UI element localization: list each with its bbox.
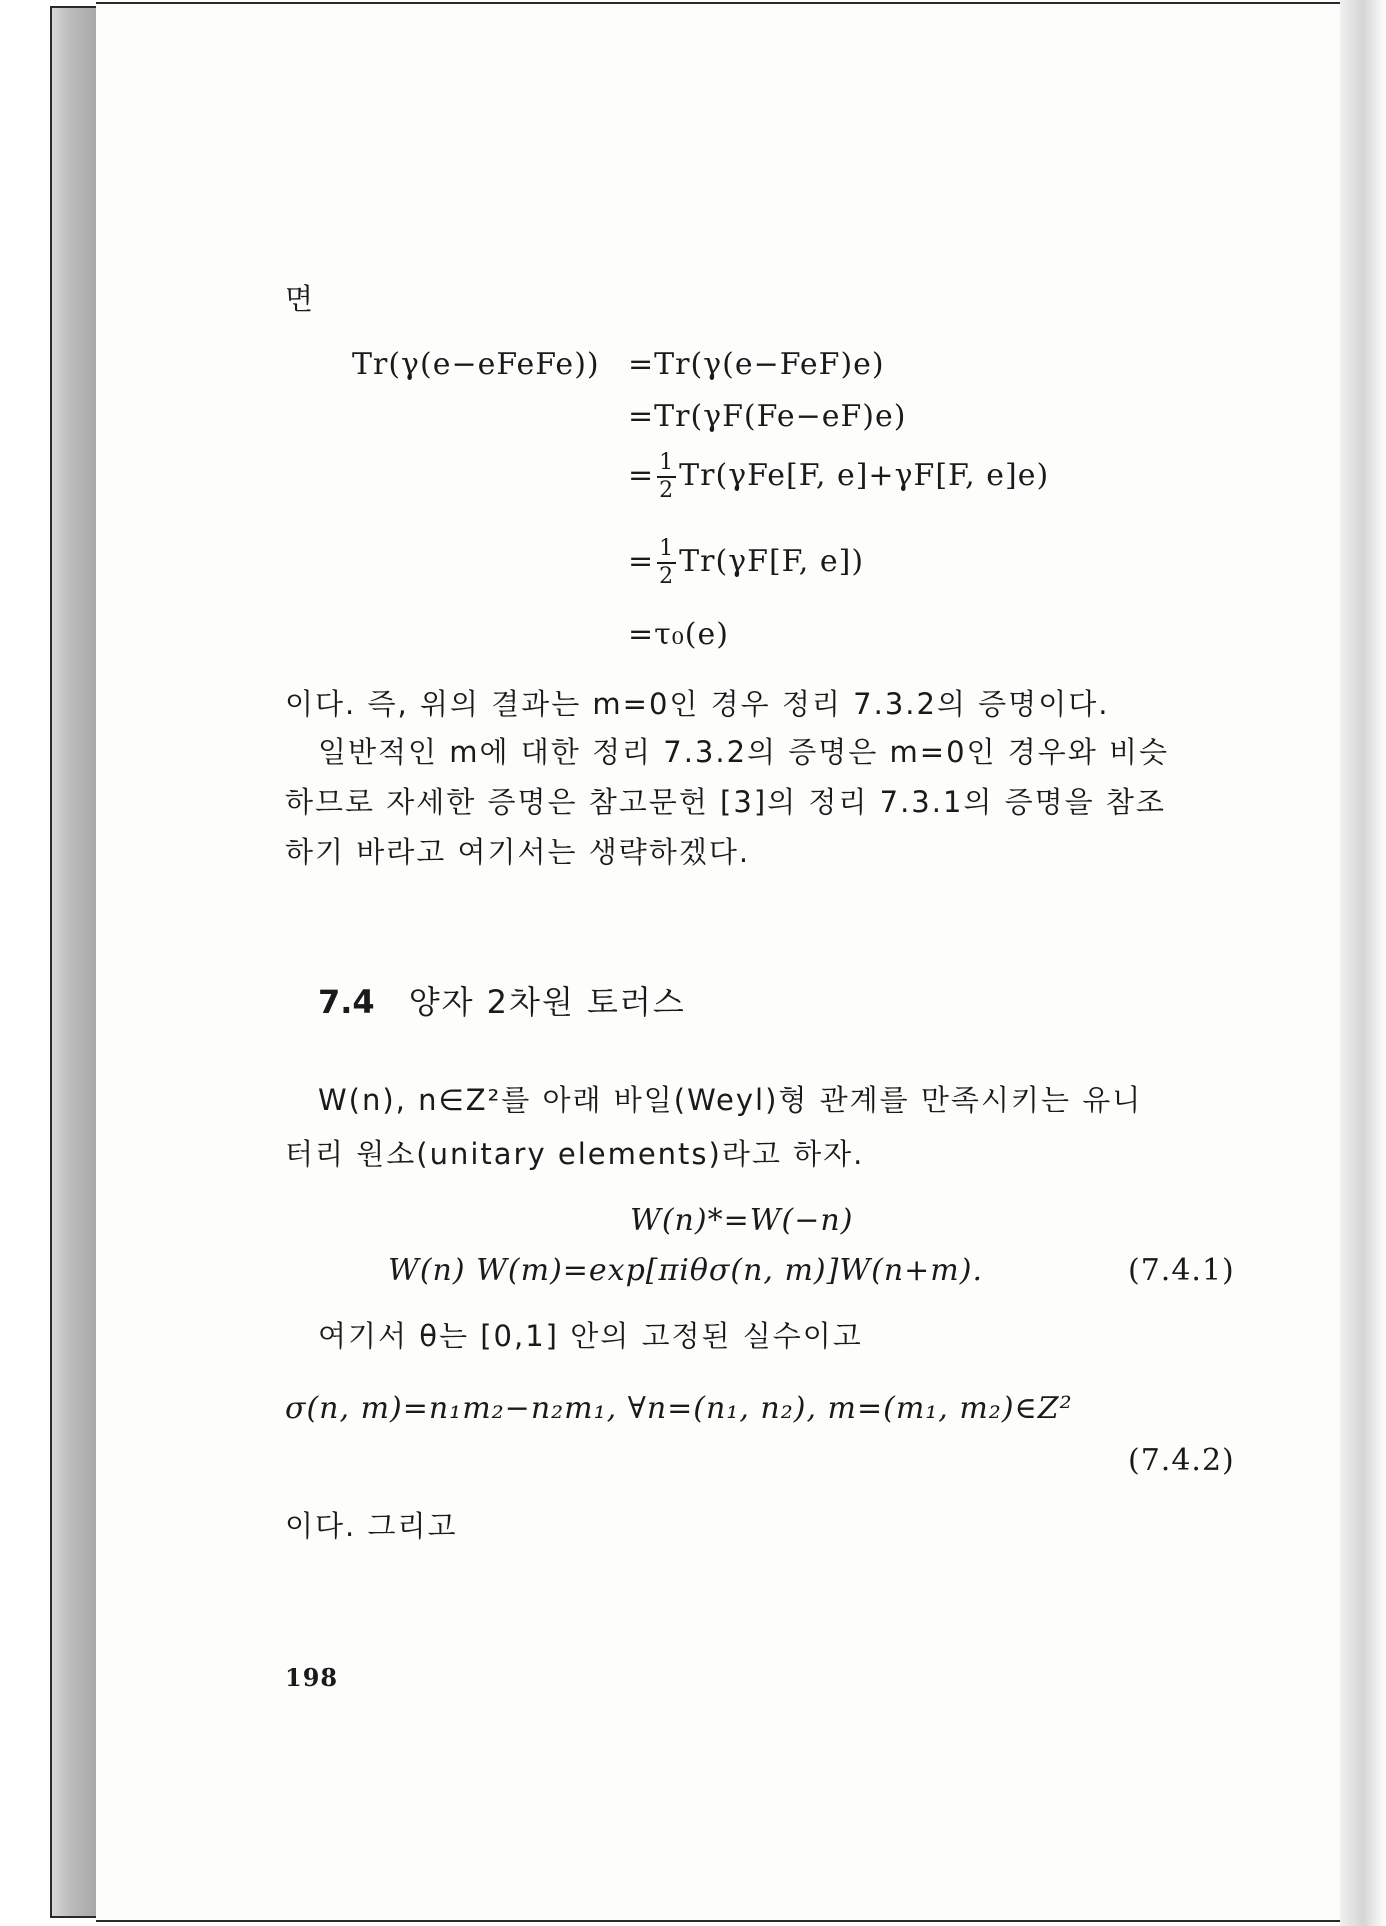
- equation-line: =τ₀(e): [628, 617, 729, 652]
- paragraph-line: 이다. 즉, 위의 결과는 m=0인 경우 정리 7.3.2의 증명이다.: [285, 687, 1110, 721]
- equals-sign: =: [628, 458, 655, 493]
- section-number: 7.4: [318, 983, 375, 1021]
- page-number: 198: [285, 1663, 339, 1692]
- page-shadow: [1340, 0, 1386, 1926]
- equation-lhs: Tr(γ(e−eFeFe)): [352, 347, 600, 382]
- equals-sign: =: [628, 544, 655, 579]
- equation-line: W(n) W(m)=exp[πiθσ(n, m)]W(n+m).: [388, 1253, 983, 1288]
- paragraph-line: 하므로 자세한 증명은 참고문헌 [3]의 정리 7.3.1의 증명을 참조: [285, 785, 1166, 819]
- paragraph-line: 터리 원소(unitary elements)라고 하자.: [285, 1137, 865, 1171]
- equation-line: =Tr(γF(Fe−eF)e): [628, 399, 907, 434]
- equation-line: =Tr(γ(e−FeF)e): [628, 347, 885, 382]
- paragraph-line: 하기 바라고 여기서는 생략하겠다.: [285, 835, 751, 869]
- paragraph-line: 일반적인 m에 대한 정리 7.3.2의 증명은 m=0인 경우와 비슷: [318, 735, 1170, 769]
- equation-number: (7.4.2): [1128, 1443, 1235, 1478]
- fraction-denominator: 2: [659, 564, 675, 589]
- equation-body: Tr(γF[F, e]): [679, 544, 865, 579]
- text-line: 면: [285, 282, 316, 316]
- fraction-denominator: 2: [659, 478, 675, 503]
- page-edge: [50, 6, 98, 1918]
- fraction: [657, 538, 676, 588]
- section-title: 양자 2차원 토러스: [408, 983, 686, 1021]
- fraction-numerator: 1: [657, 452, 676, 478]
- equation-line: [628, 452, 1049, 502]
- equation-line: W(n)*=W(−n): [630, 1203, 854, 1238]
- equation-number: (7.4.1): [1128, 1253, 1235, 1288]
- fraction: [657, 452, 676, 502]
- equation-body: Tr(γFe[F, e]+γF[F, e]e): [679, 458, 1050, 493]
- paragraph-line: 여기서 θ는 [0,1] 안의 고정된 실수이고: [318, 1319, 863, 1353]
- paragraph-line: 이다. 그리고: [285, 1509, 458, 1543]
- equation-line: [628, 538, 864, 588]
- equation-line: σ(n, m)=n₁m₂−n₂m₁, ∀n=(n₁, n₂), m=(m₁, m₂)∈Z²: [285, 1391, 1073, 1426]
- fraction-numerator: 1: [657, 538, 676, 564]
- paragraph-line: W(n), n∈Z²를 아래 바일(Weyl)형 관계를 만족시키는 유니: [318, 1083, 1143, 1117]
- section-heading: [318, 983, 686, 1021]
